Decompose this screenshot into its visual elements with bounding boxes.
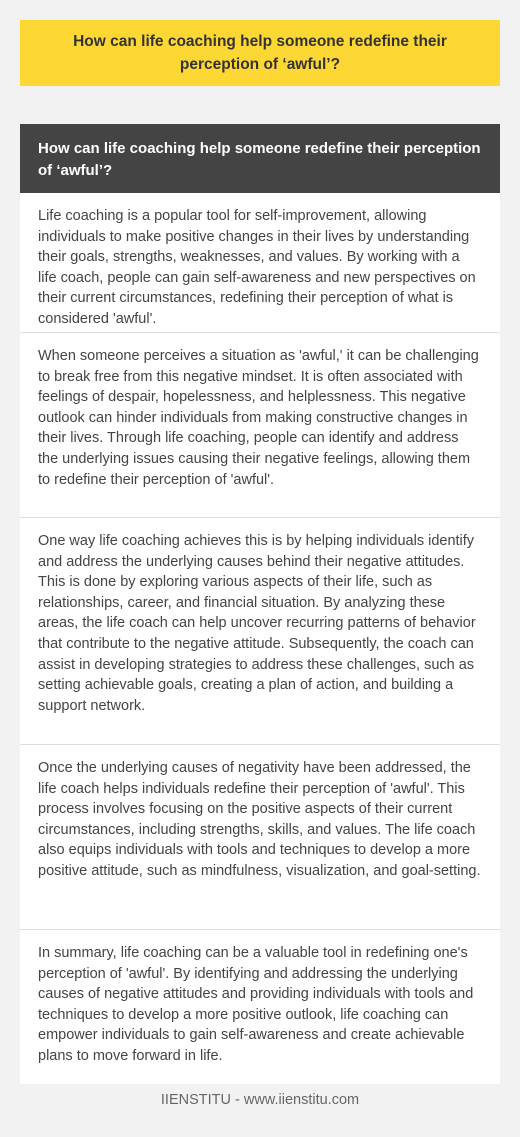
- paragraph-summary: In summary, life coaching can be a valuable tool in redefining one's perception of 'awful'. By identifying and addressing the underlying causes of negative attitudes and providing individuals with tools and techniques to develop a more positive outlook, life coaching can empower individuals to gain self-awareness and create achievable plans to move forward in life.: [38, 945, 474, 1064]
- title-banner: [20, 20, 500, 86]
- paragraph-redefine: Once the underlying causes of negativity have been addressed, the life coach helps individuals redefine their perception of 'awful'. This process involves focusing on the positive aspects of their current circumstances, including strengths, skills, and values. The life coach also equips individuals with tools and techniques to develop a more positive attitude, such as mindfulness, visualization, and goal-setting.: [20, 745, 500, 930]
- paragraph-intro: Life coaching is a popular tool for self-improvement, allowing individuals to make positive changes in their lives by understanding their goals, strengths, weaknesses, and values. By working with a life coach, people can gain self-awareness and new perspectives on their current circumstances, redefining their perception of what is considered 'awful'.: [20, 193, 500, 333]
- content-card: [20, 124, 500, 1084]
- footer-credit: IIENSTITU - www.iienstitu.com: [160, 1092, 360, 1108]
- paragraph-negative-mindset: When someone perceives a situation as 'awful,' it can be challenging to break free from this negative mindset. It is often associated with feelings of despair, hopelessness, and helplessness. This negative outlook can hinder individuals from making constructive changes in their lives. Through life coaching, people can identify and address the underlying issues causing their negative feelings, allowing them to redefine their perception of 'awful'.: [20, 333, 500, 518]
- paragraph-underlying-causes: One way life coaching achieves this is by helping individuals identify and address the underlying causes behind their negative attitudes. This is done by exploring various aspects of their life, such as relationships, career, and financial situation. By analyzing these areas, the life coach can help uncover recurring patterns of behavior that contribute to the negative attitude. Subsequently, the coach can assist in developing strategies to address these challenges, such as setting achievable goals, creating a plan of action, and building a support network.: [20, 518, 500, 745]
- page-title: How can life coaching help someone redefine their perception of ‘awful’?: [73, 33, 447, 73]
- card-header: How can life coaching help someone redefine their perception of ‘awful’?: [20, 124, 500, 193]
